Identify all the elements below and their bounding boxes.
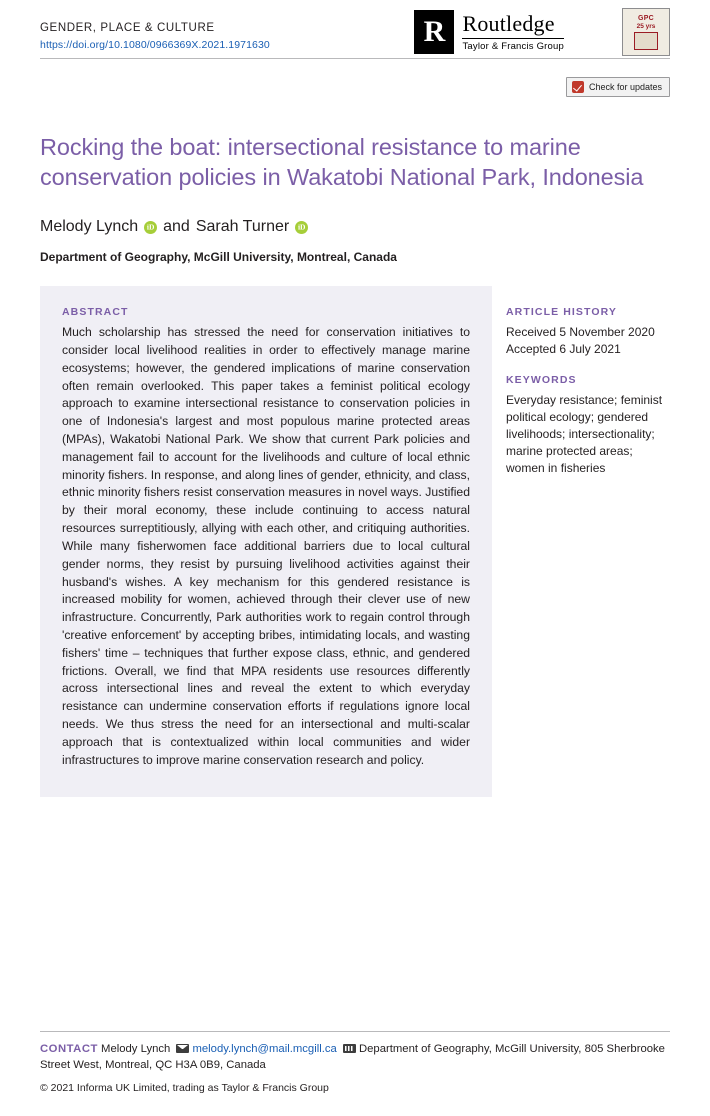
keywords-block xyxy=(506,374,670,477)
publisher-logo xyxy=(414,10,564,54)
abstract-heading: ABSTRACT xyxy=(62,306,129,319)
header-divider xyxy=(40,58,670,59)
article-received-date: Received 5 November 2020 xyxy=(506,325,655,340)
abstract-panel xyxy=(40,286,492,797)
author-name-1: Melody Lynch xyxy=(40,218,139,236)
contact-email-link[interactable]: melody.lynch@mail.mcgill.ca xyxy=(192,1042,337,1055)
orcid-icon[interactable] xyxy=(295,221,308,234)
title-block xyxy=(40,132,670,192)
abstract-text: Much scholarship has stressed the need for conservation initiatives to consider local livelihood realities in order to effectively manage marine ecosystems; however, the gendered implications of marine conservation often remain overlooked. This paper takes a feminist political ecology approach to examine intersectional resistance to conservation policies in one of Indonesia's largest and most populous marine protected areas (MPAs), Wakatobi National Park. We show that current Park policies and management fail to account for the livelihoods and culture of local ethnic minority fishers. In response, and along lines of gender, ethnicity, and class, ethnic minority fishers resist conservation measures in novel ways. Justified by their moral economy, these include continuing to access natural resources surreptitiously, allying with each other, and critiquing authorities. While many fisherwomen face additional barriers due to local cultural gender norms, they resist by pursuing livelihood activities against their husband's wishes. A key mechanism for this gendered resistance is increased mobility for women, achieved through their clever use of new infrastructure. Concurrently, Park authorities work to regain control through 'creative enforcement' by accepting bribes, intimidating locals, and wasting fishers' time – techniques that further expose class, ethnic, and gendered frictions. Overall, we find that MPA residents use resources differently across intersectional lines and reveal the extent to which everyday resistance can undermine conservation efforts if regulations ignore local needs. We thus stress the need for an intersectional and multi-scalar approach that is contextualized within local communities and wider infrastructures to improve marine conservation research and policy. xyxy=(62,325,470,767)
routledge-mark-icon xyxy=(414,10,454,54)
article-history-heading: ARTICLE HISTORY xyxy=(506,306,618,319)
publisher-name: Routledge xyxy=(462,11,555,37)
page-title: Rocking the boat: intersectional resistance to marine conservation policies in Wakatobi National Park, Indonesia xyxy=(40,134,644,191)
journal-anniversary-badge xyxy=(622,8,670,56)
routledge-mark-letter: R xyxy=(423,15,446,48)
envelope-icon xyxy=(176,1044,189,1053)
footer-divider xyxy=(40,1031,670,1032)
author-affiliation: Department of Geography, McGill University, Montreal, Canada xyxy=(40,250,397,265)
contact-address: Department of Geography, McGill University, 805 Sherbrooke Street West, Montreal, QC H3A 0B9, Canada xyxy=(40,1042,665,1071)
publisher-tagline: Taylor & Francis Group xyxy=(462,38,564,52)
doi-link[interactable]: https://doi.org/10.1080/0966369X.2021.1971630 xyxy=(40,39,270,51)
contact-name: Melody Lynch xyxy=(101,1042,171,1055)
publisher-wordmark xyxy=(462,12,564,51)
abstract-section xyxy=(40,286,670,797)
page-footer xyxy=(40,1031,670,1094)
page-header xyxy=(40,0,670,84)
check-for-updates-button[interactable] xyxy=(566,77,670,97)
check-for-updates-icon xyxy=(572,81,584,93)
check-for-updates-label: Check for updates xyxy=(588,82,662,92)
copyright-notice: © 2021 Informa UK Limited, trading as Taylor & Francis Group xyxy=(40,1082,329,1094)
building-icon xyxy=(343,1044,356,1053)
journal-badge-mid: 25 yrs xyxy=(636,22,656,30)
article-meta-panel xyxy=(492,286,670,797)
journal-badge-top: GPC xyxy=(637,14,655,22)
journal-badge-art xyxy=(634,32,658,50)
orcid-icon[interactable] xyxy=(144,221,157,234)
author-name-2: Sarah Turner xyxy=(195,218,290,236)
article-history-block xyxy=(506,306,670,358)
author-conjunction: and xyxy=(163,218,190,236)
author-list xyxy=(40,218,670,236)
contact-line xyxy=(40,1041,670,1073)
contact-label: CONTACT xyxy=(40,1042,98,1055)
article-accepted-date: Accepted 6 July 2021 xyxy=(506,342,621,357)
keywords-list: Everyday resistance; feminist political ecology; gendered livelihoods; intersectionality; marine protected areas; women in fisheries xyxy=(506,393,663,476)
keywords-heading: KEYWORDS xyxy=(506,374,577,387)
journal-title: GENDER, PLACE & CULTURE xyxy=(40,22,215,34)
